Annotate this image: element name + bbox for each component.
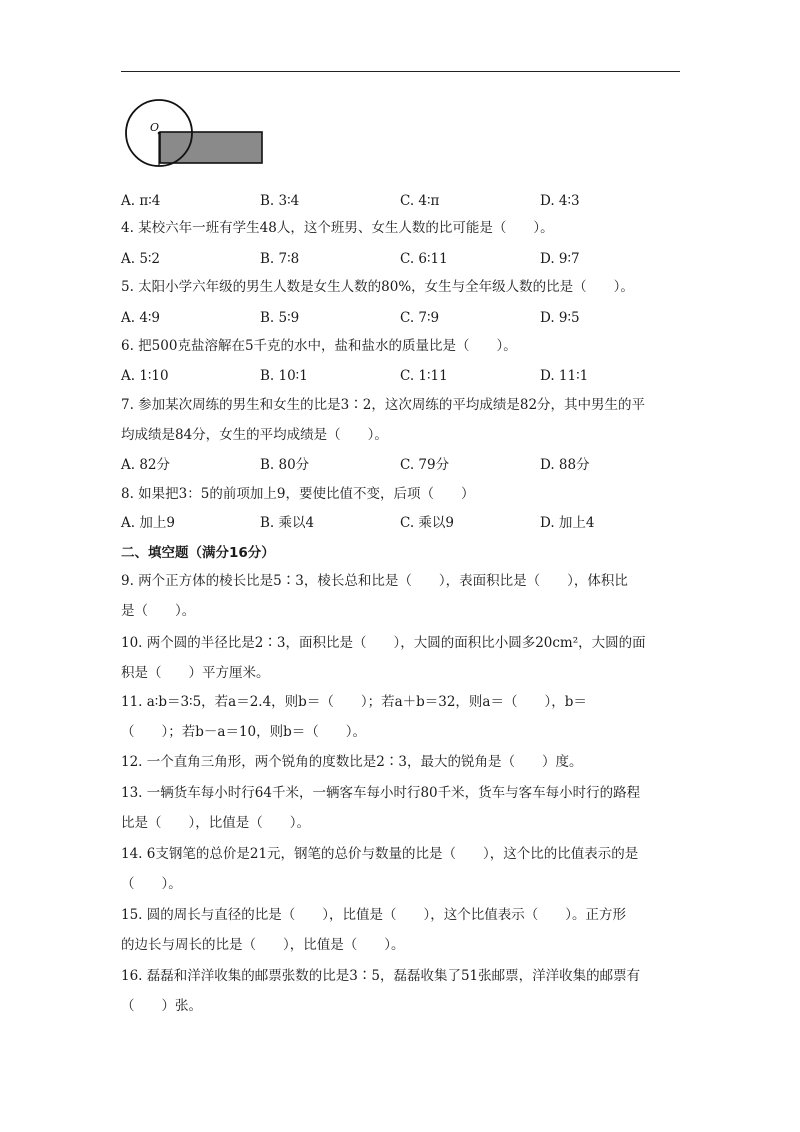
q5-option-b: B. 5∶9: [260, 310, 300, 326]
q4-option-a: A. 5∶2: [121, 251, 161, 267]
question-9-line-1: 9. 两个正方体的棱长比是5∶3，棱长总和比是（ ），表面积比是（ ），体积比: [121, 573, 628, 589]
q8-option-c: C. 乘以9: [400, 515, 455, 531]
question-11-line-1: 11. a∶b＝3∶5，若a＝2.4，则b＝（ ）；若a＋b＝32，则a＝（ ），b＝: [121, 694, 587, 710]
q5-option-a: A. 4∶9: [121, 310, 161, 326]
question-9-line-2: 是（ ）。: [121, 603, 196, 619]
q3-option-a: A. π∶4: [121, 193, 161, 209]
q7-option-c: C. 79分: [400, 457, 450, 473]
q6-option-d: D. 11∶1: [540, 368, 589, 384]
question-10-line-1: 10. 两个圆的半径比是2∶3，面积比是（ ），大圆的面积比小圆多20cm²，大圆的面: [121, 635, 646, 651]
question-5: 5. 太阳小学六年级的男生人数是女生人数的80%，女生与全年级人数的比是（ ）。: [121, 279, 634, 295]
q4-option-d: D. 9∶7: [540, 251, 580, 267]
question-11-line-2: （ ）；若b－a＝10，则b＝（ ）。: [121, 724, 367, 740]
question-13-line-1: 13. 一辆货车每小时行64千米，一辆客车每小时行80千米，货车与客车每小时行的路程: [121, 785, 641, 801]
question-7-line-2: 均成绩是84分，女生的平均成绩是（ ）。: [121, 427, 388, 443]
q8-option-d: D. 加上4: [540, 515, 595, 531]
q5-option-d: D. 9∶5: [540, 310, 580, 326]
section-2-title: 二、填空题（满分16分）: [121, 545, 275, 561]
question-7-line-1: 7. 参加某次周练的男生和女生的比是3∶2，这次周练的平均成绩是82分，其中男生的平: [121, 397, 646, 413]
q8-option-a: A. 加上9: [121, 515, 175, 531]
circle-rectangle-figure: [122, 96, 267, 171]
question-14-line-2: （ ）。: [121, 876, 182, 892]
question-15-line-2: 的边长与周长的比是（ ），比值是（ ）。: [121, 937, 405, 953]
q7-option-a: A. 82分: [121, 457, 171, 473]
question-15-line-1: 15. 圆的周长与直径的比是（ ），比值是（ ），这个比值表示（ ）。正方形: [121, 907, 627, 923]
center-label: O: [150, 121, 160, 134]
question-12: 12. 一个直角三角形，两个锐角的度数比是2∶3，最大的锐角是（ ）度。: [121, 754, 583, 770]
q7-option-d: D. 88分: [540, 457, 590, 473]
q4-option-b: B. 7∶8: [260, 251, 300, 267]
question-16-line-1: 16. 磊磊和洋洋收集的邮票张数的比是3∶5，磊磊收集了51张邮票，洋洋收集的邮票有: [121, 968, 641, 984]
question-16-line-2: （ ）张。: [121, 998, 202, 1014]
q5-option-c: C. 7∶9: [400, 310, 440, 326]
q7-option-b: B. 80分: [260, 457, 310, 473]
q3-option-d: D. 4∶3: [540, 193, 580, 209]
question-6: 6. 把500克盐溶解在5千克的水中，盐和盐水的质量比是（ ）。: [121, 338, 517, 354]
shaded-rectangle: [160, 132, 262, 163]
q4-option-c: C. 6∶11: [400, 251, 448, 267]
question-13-line-2: 比是（ ），比值是（ ）。: [121, 815, 310, 831]
q3-option-b: B. 3∶4: [260, 193, 300, 209]
q8-option-b: B. 乘以4: [260, 515, 315, 531]
question-10-line-2: 积是（ ）平方厘米。: [121, 665, 270, 681]
question-8: 8. 如果把3：5的前项加上9，要使比值不变，后项（ ）: [121, 486, 475, 502]
question-14-line-1: 14. 6支钢笔的总价是21元，钢笔的总价与数量的比是（ ），这个比的比值表示的是: [121, 846, 639, 862]
header-rule: [121, 71, 680, 72]
question-4: 4. 某校六年一班有学生48人，这个班男、女生人数的比可能是（ ）。: [121, 220, 554, 236]
q6-option-c: C. 1∶11: [400, 368, 448, 384]
q6-option-a: A. 1∶10: [121, 368, 169, 384]
q3-option-c: C. 4∶π: [400, 193, 440, 209]
q6-option-b: B. 10∶1: [260, 368, 308, 384]
